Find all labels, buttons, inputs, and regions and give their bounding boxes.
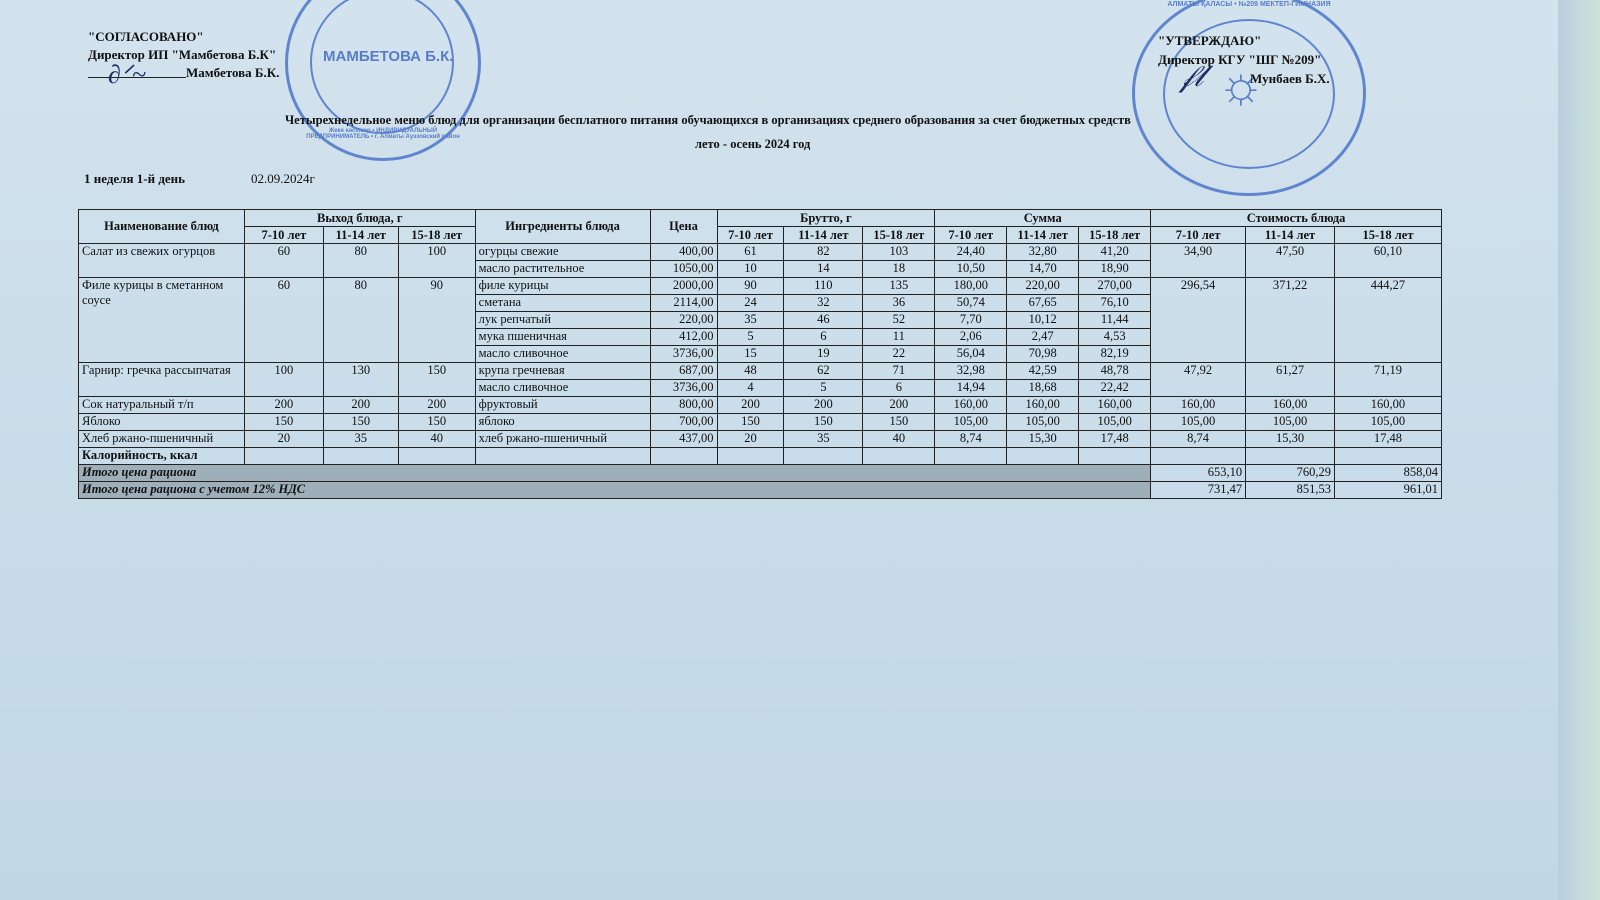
brutto-value: 48 <box>717 363 784 380</box>
age-header: 7-10 лет <box>244 227 323 244</box>
sum-value: 2,47 <box>1007 329 1079 346</box>
brutto-value: 36 <box>863 295 935 312</box>
brutto-value: 61 <box>717 244 784 261</box>
brutto-value: 5 <box>784 380 863 397</box>
header-sum: Сумма <box>935 210 1151 227</box>
brutto-value: 11 <box>863 329 935 346</box>
yield-value: 40 <box>398 431 475 448</box>
sum-value: 180,00 <box>935 278 1007 295</box>
sum-value: 82,19 <box>1079 346 1151 363</box>
brutto-value: 35 <box>717 312 784 329</box>
ingredient-price: 437,00 <box>650 431 717 448</box>
cost-value: 105,00 <box>1151 414 1246 431</box>
brutto-value: 35 <box>784 431 863 448</box>
cost-value: 47,50 <box>1246 244 1335 278</box>
left-stamp-ring-text: Жеке кәсіпкер • ИНДИВИДУАЛЬНЫЙ ПРЕДПРИНИМАТЕЛЬ • г. Алматы Ауэзовский район <box>306 128 460 140</box>
dish-name: Филе курицы в сметанном соусе <box>79 278 245 363</box>
yield-value: 60 <box>244 244 323 278</box>
brutto-value: 15 <box>717 346 784 363</box>
yield-value: 150 <box>398 414 475 431</box>
total-label: Итого цена рациона <box>79 465 1151 482</box>
yield-value: 35 <box>323 431 398 448</box>
brutto-value: 200 <box>863 397 935 414</box>
age-header: 11-14 лет <box>323 227 398 244</box>
ingredient-price: 3736,00 <box>650 346 717 363</box>
age-header: 11-14 лет <box>784 227 863 244</box>
sum-value: 70,98 <box>1007 346 1079 363</box>
sum-value: 160,00 <box>1007 397 1079 414</box>
ingredient-name: масло сливочное <box>475 380 650 397</box>
dish-name: Хлеб ржано-пшеничный <box>79 431 245 448</box>
sum-value: 56,04 <box>935 346 1007 363</box>
sum-value: 15,30 <box>1007 431 1079 448</box>
table-row <box>79 414 1442 431</box>
cost-value: 71,19 <box>1334 363 1441 397</box>
dish-name: Салат из свежих огурцов <box>79 244 245 278</box>
cost-value: 8,74 <box>1151 431 1246 448</box>
header-ingredients: Ингредиенты блюда <box>475 210 650 244</box>
sum-value: 105,00 <box>935 414 1007 431</box>
calories-label: Калорийность, ккал <box>79 448 245 465</box>
age-header: 11-14 лет <box>1246 227 1335 244</box>
age-header: 11-14 лет <box>1007 227 1079 244</box>
yield-value: 150 <box>323 414 398 431</box>
brutto-value: 4 <box>717 380 784 397</box>
ingredient-name: лук репчатый <box>475 312 650 329</box>
right-stamp-emblem-icon: ☼ <box>1217 56 1265 114</box>
ingredient-price: 3736,00 <box>650 380 717 397</box>
ingredient-name: сметана <box>475 295 650 312</box>
sum-value: 41,20 <box>1079 244 1151 261</box>
ingredient-price: 800,00 <box>650 397 717 414</box>
ingredient-price: 1050,00 <box>650 261 717 278</box>
age-header: 7-10 лет <box>935 227 1007 244</box>
sum-value: 105,00 <box>1007 414 1079 431</box>
yield-value: 130 <box>323 363 398 397</box>
agreed-director: Директор ИП "Мамбетова Б.К" <box>88 47 277 62</box>
dish-name: Яблоко <box>79 414 245 431</box>
sum-value: 18,90 <box>1079 261 1151 278</box>
brutto-value: 62 <box>784 363 863 380</box>
approve-director: Директор КГУ "ШГ №209" <box>1158 52 1322 67</box>
brutto-value: 90 <box>717 278 784 295</box>
sum-value: 48,78 <box>1079 363 1151 380</box>
brutto-value: 110 <box>784 278 863 295</box>
ingredient-name: хлеб ржано-пшеничный <box>475 431 650 448</box>
ingredient-name: огурцы свежие <box>475 244 650 261</box>
sum-value: 11,44 <box>1079 312 1151 329</box>
ingredient-price: 2114,00 <box>650 295 717 312</box>
ingredient-price: 687,00 <box>650 363 717 380</box>
agreed-name: Мамбетова Б.К. <box>186 65 280 80</box>
menu-table <box>78 209 1442 499</box>
total-vat-value: 731,47 <box>1151 482 1246 499</box>
ingredient-name: филе курицы <box>475 278 650 295</box>
age-header: 15-18 лет <box>398 227 475 244</box>
yield-value: 150 <box>398 363 475 397</box>
sum-value: 160,00 <box>935 397 1007 414</box>
yield-value: 100 <box>398 244 475 278</box>
brutto-value: 19 <box>784 346 863 363</box>
sum-value: 8,74 <box>935 431 1007 448</box>
age-header: 7-10 лет <box>1151 227 1246 244</box>
page-edge <box>1558 0 1600 900</box>
left-stamp-center-text: МАМБЕТОВА Б.К. <box>323 48 454 65</box>
cost-value: 61,27 <box>1246 363 1335 397</box>
brutto-value: 150 <box>863 414 935 431</box>
sum-value: 10,50 <box>935 261 1007 278</box>
sum-value: 50,74 <box>935 295 1007 312</box>
approve-name: Мунбаев Б.Х. <box>1250 71 1330 86</box>
brutto-value: 14 <box>784 261 863 278</box>
age-header: 15-18 лет <box>1334 227 1441 244</box>
calories-row <box>79 448 1442 465</box>
brutto-value: 150 <box>784 414 863 431</box>
cost-value: 160,00 <box>1151 397 1246 414</box>
document-title: Четырехнедельное меню блюд для организации бесплатного питания обучающихся в организациях среднего образования за счет бюджетных средств <box>285 113 1131 127</box>
brutto-value: 22 <box>863 346 935 363</box>
brutto-value: 20 <box>717 431 784 448</box>
agreed-label: "СОГЛАСОВАНО" <box>88 29 204 44</box>
cost-value: 160,00 <box>1334 397 1441 414</box>
brutto-value: 6 <box>863 380 935 397</box>
total-vat-value: 961,01 <box>1334 482 1441 499</box>
cost-value: 444,27 <box>1334 278 1441 363</box>
cost-value: 34,90 <box>1151 244 1246 278</box>
yield-value: 80 <box>323 278 398 363</box>
ingredient-price: 412,00 <box>650 329 717 346</box>
sum-value: 24,40 <box>935 244 1007 261</box>
left-signature-icon: ∂ᐟ~ <box>108 60 146 89</box>
cost-value: 160,00 <box>1246 397 1335 414</box>
sum-value: 17,48 <box>1079 431 1151 448</box>
sum-value: 14,70 <box>1007 261 1079 278</box>
header-price: Цена <box>650 210 717 244</box>
sum-value: 32,98 <box>935 363 1007 380</box>
cost-value: 296,54 <box>1151 278 1246 363</box>
ingredient-name: масло сливочное <box>475 346 650 363</box>
cost-value: 105,00 <box>1246 414 1335 431</box>
sum-value: 160,00 <box>1079 397 1151 414</box>
yield-value: 200 <box>323 397 398 414</box>
table-row <box>79 363 1442 380</box>
sum-value: 270,00 <box>1079 278 1151 295</box>
ingredient-name: мука пшеничная <box>475 329 650 346</box>
yield-value: 200 <box>398 397 475 414</box>
table-row <box>79 397 1442 414</box>
brutto-value: 103 <box>863 244 935 261</box>
total-vat-row <box>79 482 1442 499</box>
ingredient-name: крупа гречневая <box>475 363 650 380</box>
cost-value: 371,22 <box>1246 278 1335 363</box>
brutto-value: 18 <box>863 261 935 278</box>
sum-value: 18,68 <box>1007 380 1079 397</box>
sum-value: 105,00 <box>1079 414 1151 431</box>
menu-date: 02.09.2024г <box>251 171 315 186</box>
brutto-value: 6 <box>784 329 863 346</box>
sum-value: 32,80 <box>1007 244 1079 261</box>
sum-value: 67,65 <box>1007 295 1079 312</box>
header-brutto: Брутто, г <box>717 210 935 227</box>
ingredient-price: 220,00 <box>650 312 717 329</box>
brutto-value: 40 <box>863 431 935 448</box>
total-vat-value: 851,53 <box>1246 482 1335 499</box>
sum-value: 220,00 <box>1007 278 1079 295</box>
yield-value: 90 <box>398 278 475 363</box>
sum-value: 76,10 <box>1079 295 1151 312</box>
sum-value: 22,42 <box>1079 380 1151 397</box>
yield-value: 100 <box>244 363 323 397</box>
brutto-value: 52 <box>863 312 935 329</box>
document-subtitle: лето - осень 2024 год <box>695 137 811 151</box>
cost-value: 105,00 <box>1334 414 1441 431</box>
brutto-value: 150 <box>717 414 784 431</box>
cost-value: 15,30 <box>1246 431 1335 448</box>
ingredient-price: 700,00 <box>650 414 717 431</box>
total-row <box>79 465 1442 482</box>
yield-value: 150 <box>244 414 323 431</box>
sum-value: 14,94 <box>935 380 1007 397</box>
cost-value: 47,92 <box>1151 363 1246 397</box>
brutto-value: 135 <box>863 278 935 295</box>
sum-value: 7,70 <box>935 312 1007 329</box>
day-label: 1 неделя 1-й день <box>84 171 186 186</box>
right-signature-icon: 𝒻𝓁 <box>1180 60 1204 93</box>
sum-value: 42,59 <box>1007 363 1079 380</box>
ingredient-price: 2000,00 <box>650 278 717 295</box>
header-cost: Стоимость блюда <box>1151 210 1442 227</box>
header-yield: Выход блюда, г <box>244 210 475 227</box>
age-header: 15-18 лет <box>863 227 935 244</box>
sum-value: 2,06 <box>935 329 1007 346</box>
brutto-value: 46 <box>784 312 863 329</box>
brutto-value: 5 <box>717 329 784 346</box>
cost-value: 60,10 <box>1334 244 1441 278</box>
dish-name: Сок натуральный т/п <box>79 397 245 414</box>
ingredient-name: яблоко <box>475 414 650 431</box>
header-dish-name: Наименование блюд <box>79 210 245 244</box>
brutto-value: 24 <box>717 295 784 312</box>
dish-name: Гарнир: гречка рассыпчатая <box>79 363 245 397</box>
total-value: 858,04 <box>1334 465 1441 482</box>
ingredient-name: масло растительное <box>475 261 650 278</box>
brutto-value: 32 <box>784 295 863 312</box>
table-row <box>79 431 1442 448</box>
total-vat-label: Итого цена рациона с учетом 12% НДС <box>79 482 1151 499</box>
yield-value: 200 <box>244 397 323 414</box>
total-value: 760,29 <box>1246 465 1335 482</box>
total-value: 653,10 <box>1151 465 1246 482</box>
ingredient-price: 400,00 <box>650 244 717 261</box>
table-row <box>79 278 1442 295</box>
yield-value: 60 <box>244 278 323 363</box>
cost-value: 17,48 <box>1334 431 1441 448</box>
yield-value: 20 <box>244 431 323 448</box>
table-row <box>79 244 1442 261</box>
brutto-value: 71 <box>863 363 935 380</box>
brutto-value: 200 <box>784 397 863 414</box>
brutto-value: 200 <box>717 397 784 414</box>
age-header: 15-18 лет <box>1079 227 1151 244</box>
brutto-value: 82 <box>784 244 863 261</box>
sum-value: 4,53 <box>1079 329 1151 346</box>
age-header: 7-10 лет <box>717 227 784 244</box>
right-stamp-ring-text: АЛМАТЫ ҚАЛАСЫ • №209 МЕКТЕП-ГИМНАЗИЯ <box>1167 1 1331 8</box>
menu-table-body <box>79 244 1442 448</box>
ingredient-name: фруктовый <box>475 397 650 414</box>
brutto-value: 10 <box>717 261 784 278</box>
left-stamp <box>285 0 481 161</box>
sum-value: 10,12 <box>1007 312 1079 329</box>
yield-value: 80 <box>323 244 398 278</box>
approve-label: "УТВЕРЖДАЮ" <box>1158 33 1262 48</box>
